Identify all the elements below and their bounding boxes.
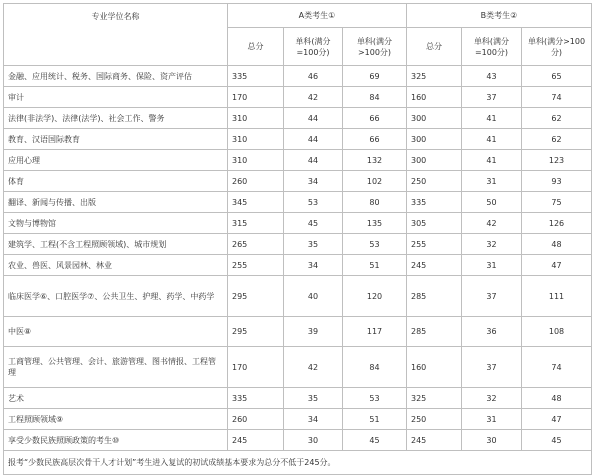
b-singlegt100-cell: 126 (522, 213, 592, 234)
b-total-cell: 300 (407, 108, 462, 129)
table-row (4, 430, 592, 451)
table-row (4, 409, 592, 430)
b-single100-header: 单科(满分=100分) (462, 28, 522, 66)
b-total-cell: 250 (407, 409, 462, 430)
b-single100-cell: 32 (462, 234, 522, 255)
b-singlegt100-cell: 62 (522, 129, 592, 150)
a-single100-cell: 35 (284, 388, 343, 409)
a-singlegt100-cell: 80 (343, 192, 407, 213)
b-single100-cell: 41 (462, 108, 522, 129)
major-column-header: 专业学位名称 (4, 4, 228, 66)
a-total-cell: 310 (228, 150, 284, 171)
a-total-cell: 345 (228, 192, 284, 213)
major-name: 工程照顾领域⑨ (4, 409, 228, 430)
b-singlegt100-cell: 74 (522, 87, 592, 108)
table-row (4, 388, 592, 409)
group-b-header: B类考生② (407, 4, 592, 28)
major-name: 艺术 (4, 388, 228, 409)
a-single100-cell: 45 (284, 213, 343, 234)
a-singlegt100-cell: 132 (343, 150, 407, 171)
a-single100-cell: 34 (284, 255, 343, 276)
a-single100-cell: 42 (284, 87, 343, 108)
a-singlegt100-cell: 84 (343, 87, 407, 108)
a-singlegt100-cell: 84 (343, 347, 407, 388)
a-single100-cell: 46 (284, 66, 343, 87)
table-row (4, 171, 592, 192)
table-row (4, 317, 592, 347)
b-total-cell: 160 (407, 347, 462, 388)
b-single100-cell: 41 (462, 150, 522, 171)
a-singlegt100-cell: 53 (343, 234, 407, 255)
a-total-cell: 310 (228, 108, 284, 129)
a-total-cell: 255 (228, 255, 284, 276)
major-name: 享受少数民族照顾政策的考生⑩ (4, 430, 228, 451)
b-single100-cell: 37 (462, 347, 522, 388)
table-row (4, 255, 592, 276)
major-name: 法律(非法学)、法律(法学)、社会工作、警务 (4, 108, 228, 129)
table-row (4, 129, 592, 150)
a-total-cell: 170 (228, 347, 284, 388)
b-single100-cell: 41 (462, 129, 522, 150)
major-name: 文物与博物馆 (4, 213, 228, 234)
a-total-cell: 310 (228, 129, 284, 150)
major-name: 体育 (4, 171, 228, 192)
a-singlegt100-cell: 135 (343, 213, 407, 234)
b-single100-cell: 31 (462, 171, 522, 192)
b-singlegt100-cell: 75 (522, 192, 592, 213)
a-single100-cell: 34 (284, 171, 343, 192)
b-total-cell: 250 (407, 171, 462, 192)
a-singlegt100-cell: 120 (343, 276, 407, 317)
a-single100-cell: 42 (284, 347, 343, 388)
a-total-cell: 295 (228, 276, 284, 317)
b-total-cell: 285 (407, 276, 462, 317)
a-single100-cell: 44 (284, 129, 343, 150)
b-singlegt100-header: 单科(满分>100分) (522, 28, 592, 66)
table-row (4, 108, 592, 129)
b-single100-cell: 37 (462, 87, 522, 108)
b-single100-cell: 42 (462, 213, 522, 234)
a-total-cell: 315 (228, 213, 284, 234)
b-total-cell: 325 (407, 388, 462, 409)
a-total-cell: 245 (228, 430, 284, 451)
b-single100-cell: 32 (462, 388, 522, 409)
b-single100-cell: 50 (462, 192, 522, 213)
major-name: 工商管理、公共管理、会计、旅游管理、图书情报、工程管理 (4, 347, 228, 388)
table-row (4, 347, 592, 388)
table-row (4, 192, 592, 213)
b-total-cell: 300 (407, 129, 462, 150)
a-total-cell: 260 (228, 409, 284, 430)
major-name: 翻译、新闻与传播、出版 (4, 192, 228, 213)
b-single100-cell: 36 (462, 317, 522, 347)
b-single100-cell: 30 (462, 430, 522, 451)
b-total-header: 总分 (407, 28, 462, 66)
b-total-cell: 300 (407, 150, 462, 171)
b-singlegt100-cell: 65 (522, 66, 592, 87)
a-singlegt100-cell: 53 (343, 388, 407, 409)
header-row (4, 4, 592, 28)
table-row (4, 213, 592, 234)
a-singlegt100-cell: 66 (343, 129, 407, 150)
b-singlegt100-cell: 48 (522, 234, 592, 255)
major-name: 中医⑧ (4, 317, 228, 347)
b-total-cell: 245 (407, 430, 462, 451)
b-singlegt100-cell: 45 (522, 430, 592, 451)
b-singlegt100-cell: 111 (522, 276, 592, 317)
a-single100-cell: 39 (284, 317, 343, 347)
b-single100-cell: 31 (462, 255, 522, 276)
a-single100-cell: 44 (284, 150, 343, 171)
b-single100-cell: 43 (462, 66, 522, 87)
a-singlegt100-cell: 69 (343, 66, 407, 87)
b-singlegt100-cell: 62 (522, 108, 592, 129)
b-single100-cell: 31 (462, 409, 522, 430)
table-row (4, 234, 592, 255)
a-total-cell: 295 (228, 317, 284, 347)
a-singlegt100-header: 单科(满分>100分) (343, 28, 407, 66)
a-total-cell: 265 (228, 234, 284, 255)
b-singlegt100-cell: 47 (522, 409, 592, 430)
b-singlegt100-cell: 48 (522, 388, 592, 409)
table-row (4, 66, 592, 87)
a-singlegt100-cell: 45 (343, 430, 407, 451)
b-singlegt100-cell: 47 (522, 255, 592, 276)
a-singlegt100-cell: 117 (343, 317, 407, 347)
a-total-cell: 260 (228, 171, 284, 192)
group-a-header: A类考生① (228, 4, 407, 28)
b-singlegt100-cell: 123 (522, 150, 592, 171)
b-total-cell: 255 (407, 234, 462, 255)
major-name: 金融、应用统计、税务、国际商务、保险、资产评估 (4, 66, 228, 87)
b-total-cell: 245 (407, 255, 462, 276)
a-total-header: 总分 (228, 28, 284, 66)
b-total-cell: 160 (407, 87, 462, 108)
b-singlegt100-cell: 108 (522, 317, 592, 347)
b-total-cell: 335 (407, 192, 462, 213)
footnote: 报考“少数民族高层次骨干人才计划”考生进入复试的初试成绩基本要求为总分不低于245分。 (4, 451, 592, 475)
table-row (4, 87, 592, 108)
major-name: 临床医学⑥、口腔医学⑦、公共卫生、护理、药学、中药学 (4, 276, 228, 317)
a-single100-cell: 44 (284, 108, 343, 129)
a-single100-cell: 53 (284, 192, 343, 213)
a-singlegt100-cell: 102 (343, 171, 407, 192)
a-single100-cell: 34 (284, 409, 343, 430)
a-total-cell: 335 (228, 66, 284, 87)
b-total-cell: 285 (407, 317, 462, 347)
a-total-cell: 170 (228, 87, 284, 108)
a-singlegt100-cell: 51 (343, 409, 407, 430)
a-single100-cell: 40 (284, 276, 343, 317)
b-total-cell: 325 (407, 66, 462, 87)
table-row (4, 150, 592, 171)
b-single100-cell: 37 (462, 276, 522, 317)
major-name: 审计 (4, 87, 228, 108)
major-name: 农业、兽医、风景园林、林业 (4, 255, 228, 276)
major-name: 应用心理 (4, 150, 228, 171)
score-table (3, 3, 592, 475)
a-single100-header: 单科(满分=100分) (284, 28, 343, 66)
table-row (4, 276, 592, 317)
a-single100-cell: 35 (284, 234, 343, 255)
b-total-cell: 305 (407, 213, 462, 234)
b-singlegt100-cell: 74 (522, 347, 592, 388)
b-singlegt100-cell: 93 (522, 171, 592, 192)
a-singlegt100-cell: 66 (343, 108, 407, 129)
a-total-cell: 335 (228, 388, 284, 409)
a-singlegt100-cell: 51 (343, 255, 407, 276)
a-single100-cell: 30 (284, 430, 343, 451)
major-name: 教育、汉语国际教育 (4, 129, 228, 150)
major-name: 建筑学、工程(不含工程照顾领域)、城市规划 (4, 234, 228, 255)
